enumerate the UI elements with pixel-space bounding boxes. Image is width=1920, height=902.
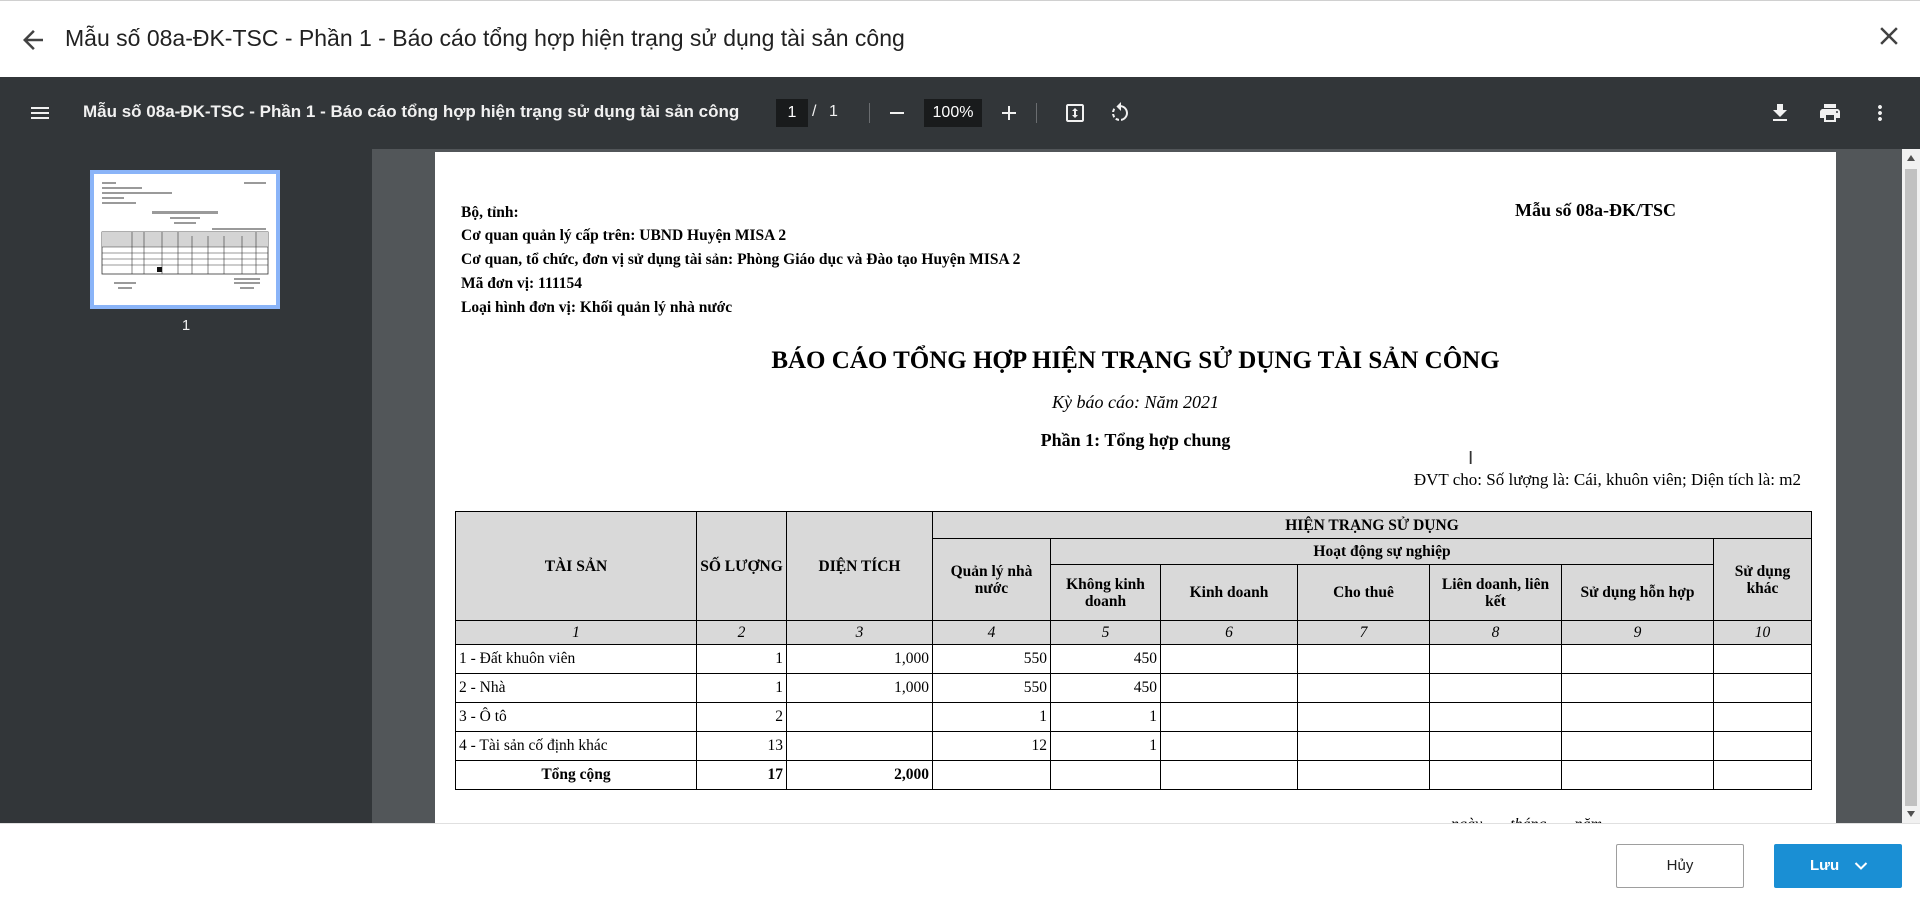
index-cell: 1 (456, 621, 697, 645)
cell-asset-name: 2 - Nhà (456, 674, 697, 703)
cell-rent (1298, 645, 1430, 674)
table-row (456, 732, 1812, 761)
col-header-joint-venture: Liên doanh, liên kết (1430, 565, 1562, 621)
scrollbar-thumb[interactable] (1905, 169, 1917, 806)
cell-total-label: Tổng cộng (456, 761, 697, 790)
cell-rent (1298, 703, 1430, 732)
cell-mixed-use (1562, 732, 1714, 761)
page-separator: / (812, 103, 817, 120)
cell-area: 1,000 (787, 645, 933, 674)
col-header-other-use: Sử dụng khác (1714, 539, 1812, 621)
cell-quantity: 1 (697, 674, 787, 703)
cell-joint-venture (1430, 645, 1562, 674)
cell-state-management: 550 (933, 645, 1051, 674)
cell-area (787, 703, 933, 732)
thumbnail-sidebar (0, 149, 372, 823)
page-total: 1 (829, 103, 838, 120)
chevron-down-icon[interactable] (1854, 861, 1868, 871)
index-cell: 10 (1714, 621, 1812, 645)
print-icon[interactable] (1818, 101, 1842, 125)
pdf-page (435, 152, 1836, 842)
index-cell: 5 (1051, 621, 1161, 645)
more-icon[interactable] (1868, 101, 1892, 125)
group-header-career: Hoạt động sự nghiệp (1051, 539, 1714, 565)
scroll-down-icon[interactable] (1907, 811, 1915, 817)
fit-page-icon[interactable] (1063, 101, 1087, 125)
cell-rent (1298, 732, 1430, 761)
col-header-business: Kinh doanh (1161, 565, 1298, 621)
cell-mixed-use (1562, 645, 1714, 674)
table-row (456, 703, 1812, 732)
group-header-usage: HIỆN TRẠNG SỬ DỤNG (933, 512, 1812, 539)
cell-asset-name: 4 - Tài sản cố định khác (456, 732, 697, 761)
cell-business (1161, 645, 1298, 674)
save-button[interactable] (1774, 844, 1902, 888)
cell-quantity: 1 (697, 645, 787, 674)
report-part: Phần 1: Tổng hợp chung (1040, 430, 1231, 450)
cell-other-use (1714, 732, 1812, 761)
report-title: BÁO CÁO TỔNG HỢP HIỆN TRẠNG SỬ DỤNG TÀI SẢN CÔNG (771, 347, 1500, 374)
download-icon[interactable] (1768, 101, 1792, 125)
page-thumbnail[interactable] (90, 170, 280, 309)
report-period: Kỳ báo cáo: Năm 2021 (1052, 392, 1219, 412)
cell-asset-name: 3 - Ô tô (456, 703, 697, 732)
table-total-row (456, 761, 1812, 790)
thumbnail-preview (94, 174, 276, 305)
cell-rent (1298, 674, 1430, 703)
index-cell: 4 (933, 621, 1051, 645)
form-code: Mẫu số 08a-ĐK/TSC (1515, 200, 1677, 220)
cell-total-non-business (1051, 761, 1161, 790)
index-cell: 2 (697, 621, 787, 645)
toolbar-divider (1036, 103, 1037, 123)
cell-mixed-use (1562, 674, 1714, 703)
cell-other-use (1714, 674, 1812, 703)
rotate-icon[interactable] (1108, 101, 1132, 125)
cell-total-state-management (933, 761, 1051, 790)
cell-joint-venture (1430, 703, 1562, 732)
save-button-label: Lưu (1810, 857, 1840, 874)
vertical-scrollbar[interactable] (1902, 149, 1920, 823)
cell-other-use (1714, 645, 1812, 674)
cell-total-other-use (1714, 761, 1812, 790)
pdf-toolbar (0, 77, 1920, 149)
unit-note: ĐVT cho: Số lượng là: Cái, khuôn viên; Diện tích là: m2 (1413, 470, 1801, 489)
cell-area (787, 732, 933, 761)
table-row (456, 645, 1812, 674)
zoom-input[interactable]: 100% (924, 99, 982, 127)
cell-business (1161, 732, 1298, 761)
header-unit-type: Loại hình đơn vị: Khối quản lý nhà nước (461, 299, 733, 316)
col-header-quantity: SỐ LƯỢNG (697, 512, 787, 621)
menu-icon[interactable] (28, 101, 52, 125)
col-header-mixed-use: Sử dụng hỗn hợp (1562, 565, 1714, 621)
cell-total-business (1161, 761, 1298, 790)
col-header-state-management: Quản lý nhà nước (933, 539, 1051, 621)
cell-state-management: 12 (933, 732, 1051, 761)
index-cell: 3 (787, 621, 933, 645)
index-cell: 9 (1562, 621, 1714, 645)
zoom-in-icon[interactable] (997, 101, 1021, 125)
header-ministry: Bộ, tỉnh: (461, 204, 519, 221)
cancel-button[interactable]: Hủy (1616, 844, 1744, 888)
dialog-title: Mẫu số 08a-ĐK-TSC - Phần 1 - Báo cáo tổng hợp hiện trạng sử dụng tài sản công (65, 25, 905, 51)
cell-total-rent (1298, 761, 1430, 790)
cell-non-business: 1 (1051, 703, 1161, 732)
cell-joint-venture (1430, 732, 1562, 761)
scroll-up-icon[interactable] (1907, 155, 1915, 161)
col-header-rent: Cho thuê (1298, 565, 1430, 621)
thumbnail-page-number: 1 (181, 317, 191, 334)
page-number-input[interactable]: 1 (776, 99, 808, 127)
cell-business (1161, 674, 1298, 703)
cell-other-use (1714, 703, 1812, 732)
header-managing-agency: Cơ quan quản lý cấp trên: UBND Huyện MISA 2 (461, 227, 787, 244)
report-table (455, 511, 1812, 790)
index-cell: 7 (1298, 621, 1430, 645)
cell-quantity: 2 (697, 703, 787, 732)
toolbar-divider (869, 103, 870, 123)
cell-business (1161, 703, 1298, 732)
cell-state-management: 1 (933, 703, 1051, 732)
dialog-footer (0, 823, 1920, 902)
header-using-unit: Cơ quan, tổ chức, đơn vị sử dụng tài sản: Phòng Giáo dục và Đào tạo Huyện MISA 2 (461, 251, 1021, 268)
cell-non-business: 450 (1051, 674, 1161, 703)
cell-mixed-use (1562, 703, 1714, 732)
zoom-out-icon[interactable] (885, 101, 909, 125)
col-header-non-business: Không kinh doanh (1051, 565, 1161, 621)
cell-non-business: 450 (1051, 645, 1161, 674)
file-title: Mẫu số 08a-ĐK-TSC - Phần 1 - Báo cáo tổng hợp hiện trạng sử dụng tài sản công (83, 102, 740, 121)
cell-area: 1,000 (787, 674, 933, 703)
cell-total-quantity: 17 (697, 761, 787, 790)
cell-total-joint-venture (1430, 761, 1562, 790)
document-viewport[interactable] (372, 149, 1902, 823)
table-header-row (456, 512, 1812, 539)
close-icon[interactable] (1874, 21, 1904, 51)
col-header-area: DIỆN TÍCH (787, 512, 933, 621)
index-cell: 8 (1430, 621, 1562, 645)
cell-asset-name: 1 - Đất khuôn viên (456, 645, 697, 674)
cell-total-area: 2,000 (787, 761, 933, 790)
cell-non-business: 1 (1051, 732, 1161, 761)
cell-state-management: 550 (933, 674, 1051, 703)
index-cell: 6 (1161, 621, 1298, 645)
col-header-asset: TÀI SẢN (456, 512, 697, 621)
dialog-header (0, 0, 1920, 77)
table-index-row (456, 621, 1812, 645)
table-row (456, 674, 1812, 703)
cell-quantity: 13 (697, 732, 787, 761)
header-unit-code: Mã đơn vị: 111154 (461, 275, 582, 292)
back-arrow-icon[interactable] (18, 25, 48, 55)
cell-joint-venture (1430, 674, 1562, 703)
text-cursor-icon: I (1468, 448, 1474, 469)
cell-total-mixed-use (1562, 761, 1714, 790)
